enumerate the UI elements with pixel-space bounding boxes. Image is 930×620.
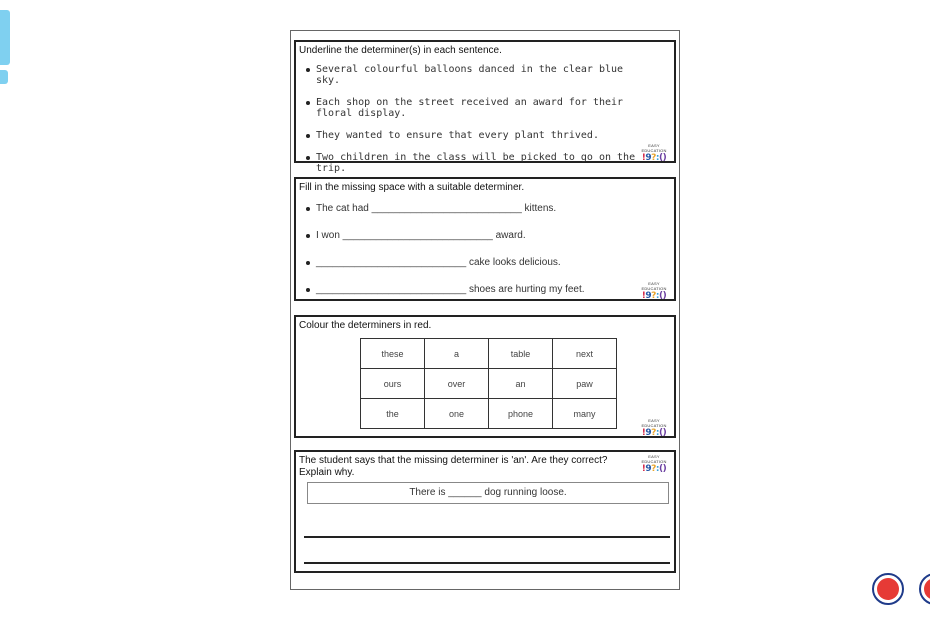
easy-education-logo xyxy=(636,281,672,301)
question-colour-determiners xyxy=(294,315,676,438)
question-instruction: Underline the determiner(s) in each sentence. xyxy=(299,45,502,56)
logo-text: EASY EDUCATION xyxy=(641,454,667,464)
example-sentence-box: There is ______ dog running loose. xyxy=(307,482,669,504)
logo-punctuation-icon: !9?:() xyxy=(641,153,667,163)
word-grid xyxy=(360,338,617,429)
list-item: ___________________________ cake looks delicious. xyxy=(304,257,585,284)
word-cell[interactable]: ours xyxy=(361,369,425,399)
question-fill-missing-determiner xyxy=(294,177,676,301)
word-cell[interactable]: these xyxy=(361,339,425,369)
list-item: Two children in the class will be picked to go on the trip. xyxy=(304,152,646,174)
logo-text: EASY EDUCATION xyxy=(641,418,667,428)
word-cell[interactable]: one xyxy=(425,399,489,429)
red-ball-icon xyxy=(872,573,904,605)
word-cell[interactable]: many xyxy=(553,399,617,429)
logo-punctuation-icon: !9?:() xyxy=(641,428,667,438)
worksheet-page xyxy=(290,30,680,590)
logo-punctuation-icon: !9?:() xyxy=(641,464,667,474)
list-item: Several colourful balloons danced in the clear blue sky. xyxy=(304,64,646,86)
list-item: ___________________________ shoes are hurting my feet. xyxy=(304,284,585,311)
word-cell[interactable]: paw xyxy=(553,369,617,399)
word-cell[interactable]: an xyxy=(489,369,553,399)
question-explain-determiner xyxy=(294,450,676,573)
sentence-list xyxy=(304,203,585,311)
decorative-exclamation-bar xyxy=(0,10,10,65)
list-item: They wanted to ensure that every plant thrived. xyxy=(304,130,646,141)
list-item: The cat had ___________________________ kittens. xyxy=(304,203,585,230)
easy-education-logo xyxy=(636,454,672,474)
decorative-exclamation-dot xyxy=(0,70,8,84)
table-row xyxy=(361,369,617,399)
answer-line[interactable] xyxy=(304,562,670,564)
word-cell[interactable]: the xyxy=(361,399,425,429)
word-cell[interactable]: table xyxy=(489,339,553,369)
easy-education-logo xyxy=(636,143,672,163)
word-cell[interactable]: phone xyxy=(489,399,553,429)
word-cell[interactable]: over xyxy=(425,369,489,399)
table-row xyxy=(361,339,617,369)
logo-text: EASY EDUCATION xyxy=(641,143,667,153)
list-item: I won ___________________________ award. xyxy=(304,230,585,257)
question-instruction: Colour the determiners in red. xyxy=(299,320,432,331)
logo-text: EASY EDUCATION xyxy=(641,281,667,291)
question-instruction: Fill in the missing space with a suitable determiner. xyxy=(299,182,525,193)
question-instruction: The student says that the missing determiner is 'an'. Are they correct? Explain why. xyxy=(299,455,608,478)
sentence-list xyxy=(304,64,646,185)
answer-line[interactable] xyxy=(304,536,670,538)
list-item: Each shop on the street received an award for their floral display. xyxy=(304,97,636,119)
question-underline-determiners xyxy=(294,40,676,174)
red-ball-icon xyxy=(919,573,930,605)
word-cell[interactable]: a xyxy=(425,339,489,369)
table-row xyxy=(361,399,617,429)
logo-punctuation-icon: !9?:() xyxy=(641,291,667,301)
easy-education-logo xyxy=(636,418,672,438)
word-cell[interactable]: next xyxy=(553,339,617,369)
